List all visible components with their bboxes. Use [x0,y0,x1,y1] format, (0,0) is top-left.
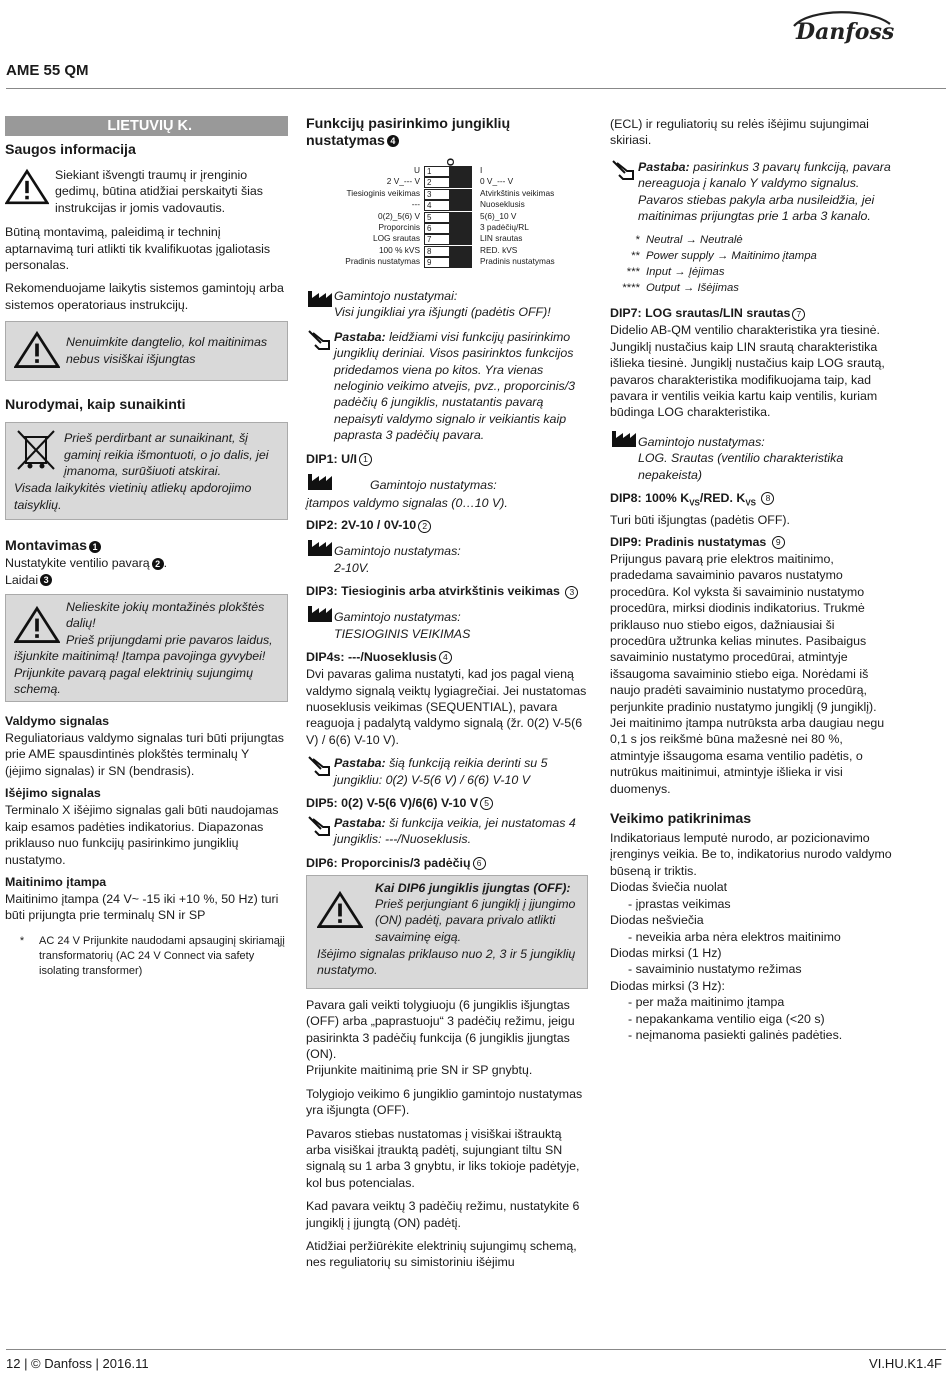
led-detail: per maža maitinimo įtampa [635,995,785,1010]
dip7-factory-value: LOG. Srautas (ventilio charakteristika nepakeista) [638,451,844,482]
dip4-note: šią funkciją reikia derinti su 5 jungikliu: 0(2) V-5(6 V) / 6(6) V-10 V [334,756,548,787]
factory-icon [306,537,334,557]
figure-ref-4: 4 [387,135,399,147]
dip-right-label: RED. kVS [480,244,518,255]
dip3-ref: 3 [565,586,578,599]
dip-left-label: 0(2)_5(6) V [378,210,420,221]
dip-left-label: 2 V_--- V [386,176,420,187]
note-label: Pastaba: [334,815,386,830]
factory-icon [610,428,638,448]
star-key: * [635,234,640,247]
note-label: Pastaba: [638,159,690,174]
led-detail: neveikia arba nėra elektros maitinimo [635,929,841,944]
dip-right-label: Pradinis nustatymas [480,256,555,267]
dip9-text: Prijungus pavarą prie elektros maitinimo, pradedama savaiminio pavaros nustatymo procedūra. Kol vyksta ši savaiminio nustatymo procedūra, mirksi diodinis indikatorius. Trukmė priklauso nuo stiebo eigos, dažniausiai ši procedūra užtrunka kelias minutes. Pasibaigus savaiminio nustatymo procedūrai, atmintyje išsaugoma savaiminio stiebo eiga. Norėdami iš naujo pradėti savaiminio nustatymo procedūrą, perjunkite pradinio nustatymo jungiklį (9 jungiklį). Jei maitinimo įtampa nutrūksta arba daugiau negu 0,1 s jos reikšmė būna mažesnė nei 80 %, atmintyje išsaugoma esama ventilio padėtis, o nutrūkus maitinimui, atmintyje išlieka ir visi duomenys. [610,551,885,796]
dip-left-label: U [414,165,420,175]
dip6-text-4: Kad pavara veiktų 3 padėčių režimu, nustatykite 6 jungiklį į įjungtą (ON) padėtį. [306,1199,580,1230]
svg-text:Danfoss: Danfoss [796,19,894,45]
footer-right: VI.HU.K1.4F [869,1356,942,1371]
dip-switch-number: 4 [427,201,432,211]
warning-icon [317,890,363,930]
dip-right-label: LIN srautas [480,233,523,244]
dip1-factory-label: Gamintojo nustatymas: [370,477,497,492]
star-key: *** [626,266,640,279]
mounting-warning-a: Nelieskite jokių montažinės plokštės dalių! [66,600,265,631]
power-supply-text: Maitinimo įtampa (24 V~ -15 iki +10 %, 50 Hz) turi būti prijungta prie terminalų SN ir SP [5,891,279,923]
disposal-box [5,422,288,520]
dip8-heading-a: DIP8: 100% K [610,491,690,506]
dip-left-label: Pradinis nustatymas [345,256,420,267]
dip-right-label: 5(6)_10 V [480,210,517,221]
warning-box-dip6 [306,875,588,989]
figure-ref-2: 2 [152,558,164,570]
header-rule [6,88,946,89]
star-key: **** [622,282,640,295]
factory-settings-label: Gamintojo nustatymai: [334,289,458,303]
safety-warning: Siekiant išvengti traumų ir įrenginio gedimų, būtina atidžiai perskaityti šias instrukcijas ir jomis vadovautis. [55,168,263,215]
column-3 [610,116,892,1043]
dip3-heading: DIP3: Tiesioginis arba atvirkštinis veikimas [306,584,560,599]
dip-switch-number: 1 [427,167,432,176]
doc-title: AME 55 QM [6,62,89,79]
dip1-ref: 1 [359,453,372,466]
factory-icon [306,603,334,623]
power-supply-heading: Maitinimo įtampa [5,874,107,889]
dip4-ref: 4 [439,651,452,664]
output-signal-heading: Išėjimo signalas [5,786,101,801]
power-footnote: AC 24 V Prijunkite naudodami apsauginį skiriamąjį transformatorių (AC 24 V Connect via safety isolating transformer) [39,934,285,977]
dip8-heading-b: /RED. K [699,491,746,506]
function-switch-heading: Funkcijų pasirinkimo jungiklių nustatymas [306,116,511,149]
dip7-ref: 7 [792,308,805,321]
star-value: Power supply → Maitinimo įtampa [646,250,817,263]
dip6-text-1b: Prijunkite maitinimą prie SN ir SP gnybtų. [306,1063,533,1078]
led-detail: nepakankama ventilio eiga (<20 s) [635,1011,825,1026]
wiring-continued: (ECL) ir reguliatorių su relės išėjimu sujungimai skiriasi. [610,117,869,148]
safety-paragraph-1: Būtiną montavimą, paleidimą ir techninį aptarnavimą turi atlikti tik kvalifikuotas įgaliotasis personalas. [5,225,271,273]
mounting-text-1: Nustatykite ventilio pavarą [5,556,150,571]
note-label: Pastaba: [334,329,386,344]
dip-switch-number: 6 [427,224,432,233]
dip-left-label: --- [411,199,420,210]
operation-heading: Veikimo patikrinimas [610,811,752,828]
column-1: LIETUVIŲ K. Saugos informacija Siekiant išvengti traumų ir įrenginio gedimų, būtina atidžiai perskaityti šias instrukcijas ir jomis vadovautis. Būtiną montavimą, paleidimą ir techninį aptarnavimą turi atlikti tik kvalifikuotas įgaliotasis personalas. Rekomenduojame laikytis sistemos gamintojų arba sistemos operatoriaus instrukcijų. Nenuimkite dangtelio, kol maitinimas nebus visiškai išjungtas Nurodymai, kaip sunaikinti Prieš perdirbant ar sunaikinant, šį gaminį reikia išmontuoti, o jo dalis, jei įmanoma, surūšiuoti atskirai. Visada laikykitės vietinių atliekų apdorojimo taisyklių. Montavimas 1 Nustatykite ventilio pavarą 2 . Laidai 3 Nelieskite jokių montažinės plokštės dalių! Prieš prijungdami prie pavaros laidus, išjunkite maitinimą! Įtampa pavojinga gyvybei! Prijunkite pavarą pagal elektrinių sujungimų schemą. Valdymo signalas Reguliatoriaus valdymo signalas turi būti prijungtas prie AME spausdintinės plokštės terminalų Y (įėjimo signalas) ir SN (bendrasis). Išėjimo signalas Terminalo X išėjimo signalas gali būti naudojamas kaip esamos padėties indikatorius. Diapazonas priklauso nuo funkcijų pasirinkimo jungiklių nustatymo. Maitinimo įtampa Maitinimo įtampa (24 V~ -15 iki +10 %, 50 Hz) turi būti prijungta prie terminalų SN ir SP * AC 24 V Prijunkite naudodami apsauginį skiriamąjį transformatorių (AC 24 V Connect via safety isolating transformer) [5,116,288,979]
dip6-text-1: Pavara gali veikti tolygiuoju (6 jungiklis išjungtas (OFF) arba „paprastuoju“ 3 padėčių režimu, jeigu pasirinkta 3 padėčių funkcija (6 jungiklis įjungtas (ON). [306,997,575,1061]
dip-right-label: I [480,165,483,175]
dip-switch-block [424,166,472,266]
warning-box-mounting [5,594,288,702]
dip5-note: ši funkcija veikia, jei nustatomas 4 jungiklis: ---/Nuoseklusis. [334,815,576,847]
dip6-warning-text: Prieš perjungiant 6 jungiklį į įjungimo (ON) padėtį, pavara privalo atlikti savaiminę eigą. [375,896,576,944]
dip-right-label: Atvirkštinis veikimas [480,187,555,198]
dip8-text: Turi būti išjungtas (padėtis OFF). [610,512,790,527]
safety-paragraph-2: Rekomenduojame laikytis sistemos gamintojų arba sistemos operatoriaus instrukcijų. [5,281,284,312]
dip-left-label: Proporcinis [378,222,420,232]
disposal-text-a: Prieš perdirbant ar sunaikinant, šį gaminį reikia išmontuoti, o jo dalis, jei įmanoma, surūšiuoti atskirai. [64,431,269,479]
note-label: Pastaba: [334,756,386,771]
dip6-text-3: Pavaros stiebas nustatomas į visiškai ištrauktą arba visiškai įtrauktą padėtį, sujungiant tiltu SN signalą su 1 arba 3 gnybtu, ir liks tokioje padėtyje, kol bus potencialas. [306,1126,580,1190]
dip-left-label: 100 % kVS [378,244,420,255]
dip2-heading: DIP2: 2V-10 / 0V-10 [306,518,417,533]
disposal-heading: Nurodymai, kaip sunaikinti [5,397,186,414]
dip4-heading: DIP4s: ---/Nuoseklusis [306,650,437,665]
cover-warning-text: Nenuimkite dangtelio, kol maitinimas nebus visiškai išjungtas [66,335,268,366]
control-signal-text: Reguliatoriaus valdymo signalas turi būti prijungtas prie AME spausdintinės plokštės terminalų Y (įėjimo signalas) ir SN (bendrasis). [5,731,284,778]
dip7-heading: DIP7: LOG srautas/LIN srautas [610,306,791,321]
output-signal-text: Terminalo X išėjimo signalas gali būti naudojamas kaip esamos padėties indikatorius. Diapazonas priklauso nuo funkcijų pasirinkimo jungiklių nustatymo. [5,803,279,867]
warning-box-cover [5,321,288,381]
dip6-heading: DIP6: Proporcinis/3 padėčių [306,855,471,870]
footer-left: 12 | © Danfoss | 2016.11 [6,1356,149,1371]
warning-icon [14,330,60,370]
dip-switch-number: 9 [427,258,432,268]
dip-right-label: 0 V_--- V [480,176,514,187]
factory-settings-value: Visi jungikliai yra išjungti (padėtis OFF)! [334,305,551,320]
disposal-text-b: Visada laikykitės vietinių atliekų apdorojimo taisyklių. [14,481,252,512]
dip2-ref: 2 [418,520,431,533]
dip-switch-number: 8 [427,246,432,256]
factory-icon [306,471,334,491]
crossed-bin-icon [16,429,56,473]
pointing-hand-icon [306,815,334,839]
warning-icon [5,167,49,207]
three-point-note: pasirinkus 3 pavarų funkciją, pavara nereaguoja į kanalo Y valdymo signalus. Pavaros stiebas pakyla arba nusileidžia, jei maitinimas prijungtas prie 1 arba 3 kanalo. [638,159,891,224]
dip8-sub-b: VS [745,498,756,508]
led-detail: neįmanoma pasiekti galinės padėties. [635,1027,843,1042]
star-value: Neutral → Neutralė [646,234,743,247]
dip8-sub-a: VS [689,498,700,508]
dip7-text: Didelio AB-QM ventilio charakteristika yra tiesinė. Jungiklį nustačius kaip LIN srautą charakteristika išlieka tiesinė. Jungiklį nustačius kaip LOG srautą, pavaros charakteristika modifikuojama taip, kad pavara ir ventilis veikia kartu kaip ventilis, kuriam būdinga LOG charakteristika. [610,323,885,420]
figure-ref-1: 1 [89,541,101,553]
star-value: Input → Įėjimas [646,266,725,279]
pointing-hand-icon [306,329,334,353]
dip3-factory-value: TIESIOGINIS VEIKIMAS [334,626,471,641]
danfoss-logo [790,6,894,46]
led-detail: savaiminio nustatymo režimas [635,962,802,977]
mounting-warning-b: Prieš prijungdami prie pavaros laidus, išjunkite maitinimą! Įtampa pavojinga gyvybei! [14,633,273,664]
led-list: Diodas šviečia nuolat - įprastas veikimas Diodas nešviečia - neveikia arba nėra elektros maitinimo Diodas mirksi (1 Hz) - savaiminio nustatymo režimas Diodas mirksi (3 Hz): - per maža maitinimo įtampa - nepakankama ventilio eiga (<20 s) - neįmanoma pasiekti galinės padėties. [610,879,892,1043]
mounting-heading: Montavimas [5,538,87,555]
dip-switch-number: 7 [427,235,432,245]
dip6-warning-title: Kai DIP6 jungiklis įjungtas (OFF): [375,880,571,895]
dip-right-label: 3 padėčių/RL [480,222,529,232]
star-value: Output → Išėjimas [646,282,739,295]
footer-rule [6,1349,946,1350]
dip1-factory-value: įtampos valdymo signalas (0…10 V). [306,496,508,511]
dip2-factory-label: Gamintojo nustatymas: [334,544,461,559]
language-bar: LIETUVIŲ K. [5,116,288,136]
mounting-text-2: Laidai [5,572,39,587]
dip6-text-2: Tolygiojo veikimo 6 jungiklio gamintojo nustatymas yra išjungta (OFF). [306,1086,583,1118]
dip4-text: Dvi pavaras galima nustatyti, kad jos pagal vieną valdymo signalą veiktų lygiagrečiai. Jei nustatomas nuoseklusis veikimas (SEQUENTIAL), pavara reaguoja į padalytą valdymo signalą (žr. 0(2) V-5(6 V) / 6(6) V-10 V). [306,667,587,747]
dip8-ref: 8 [761,492,774,505]
led-detail: įprastas veikimas [635,896,731,911]
led-state: Diodas mirksi (1 Hz) [610,945,722,960]
control-signal-heading: Valdymo signalas [5,714,109,729]
dip9-heading: DIP9: Pradinis nustatymas [610,534,767,549]
dip-switch-number: 3 [427,189,432,199]
led-state: Diodas nešviečia [610,913,704,928]
factory-icon [306,288,334,308]
pointing-hand-icon [610,159,638,183]
led-state: Diodas mirksi (3 Hz): [610,978,725,993]
figure-ref-3: 3 [40,574,52,586]
led-state: Diodas šviečia nuolat [610,880,728,895]
dip2-factory-value: 2-10V. [334,560,370,575]
safety-heading: Saugos informacija [5,142,136,158]
dip-switch-number: 2 [427,178,432,188]
dip-left-label: LOG srautas [372,233,420,244]
dip-right-label: Nuoseklusis [480,199,525,210]
dip1-heading: DIP1: U/I [306,451,357,466]
dip6-warning-output: Išėjimo signalas priklauso nuo 2, 3 ir 5 jungiklių nustatymo. [317,946,576,978]
dip3-factory-label: Gamintojo nustatymas: [334,610,461,625]
dip-switch-number: 5 [427,212,432,222]
dip5-ref: 5 [480,797,493,810]
dip6-text-5: Atidžiai peržiūrėkite elektrinių sujungimų schemą, nes reguliatorių su simistoriniu išėjimu [306,1239,577,1270]
footnote-star: * [19,934,25,947]
note-combinations: leidžiami visi funkcijų pasirinkimo jungiklių deriniai. Visos pasirinktos funkcijos pridedamos viena po kitos. Yra vienas neloginio veikimo atvejis, pvz., proporcinis/3 padėčių 6 jungiklis, nustatantis pavarą nepaisyti valdymo signalo ir veikiantis kaip paprasta 3 padėčių pavara. [334,329,576,443]
dip-switch-diagram [306,156,588,274]
dip-left-label: Tiesioginis veikimas [346,187,420,198]
mounting-warning-c: Prijunkite pavarą pagal elektrinių sujungimų schemą. [14,666,253,697]
pointing-hand-icon [306,755,334,779]
star-key: ** [631,250,640,263]
dip7-factory-label: Gamintojo nustatymas: [638,434,765,449]
dip5-heading: DIP5: 0(2) V-5(6 V)/6(6) V-10 V [306,795,479,810]
dip6-ref: 6 [473,857,486,870]
column-2 [306,116,588,1278]
dip9-ref: 9 [772,536,785,549]
operation-text: Indikatoriaus lemputė nurodo, ar pozicionavimo įrenginys veikia. Be to, indikatorius nurodo valdymo būseną ir triktis. [610,831,892,878]
